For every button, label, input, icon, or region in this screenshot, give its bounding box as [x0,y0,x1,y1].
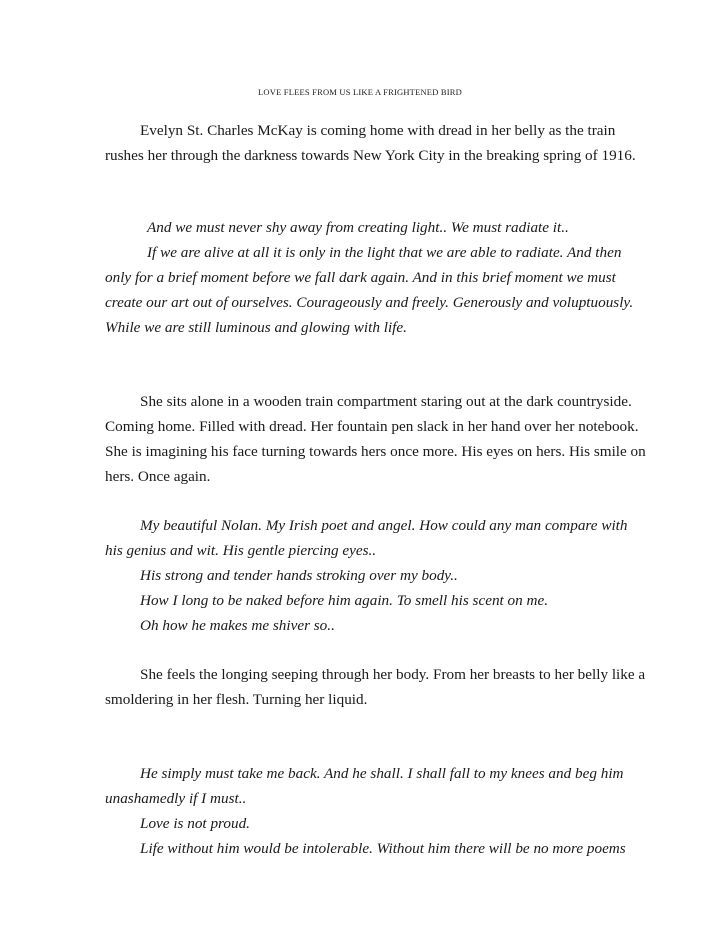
text-line: She feels the longing seeping through her body. From her breasts to her belly like a [140,666,646,683]
text-line: Evelyn St. Charles McKay is coming home with dread in her belly as the train [140,122,616,139]
italic-line: He simply must take me back. And he shall. I shall fall to my knees and beg him [140,765,624,782]
text-line: hers. Once again. [105,468,211,485]
text-line: rushes her through the darkness towards New York City in the breaking spring of 1916. [105,147,636,164]
italic-line: Life without him would be intolerable. Without him there will be no more poems [140,840,626,857]
italic-line: unashamedly if I must.. [105,790,247,807]
running-head: LOVE FLEES FROM US LIKE A FRIGHTENED BIRD [258,87,462,97]
italic-line: Love is not proud. [140,815,250,832]
text-line: She is imagining his face turning towards hers once more. His eyes on hers. His smile on [105,443,646,460]
italic-line: My beautiful Nolan. My Irish poet and angel. How could any man compare with [140,517,628,534]
italic-line: If we are alive at all it is only in the light that we are able to radiate. And then [147,244,622,261]
text-line: Coming home. Filled with dread. Her fountain pen slack in her hand over her notebook. [105,418,639,435]
text-line: smoldering in her flesh. Turning her liquid. [105,691,368,708]
italic-line: While we are still luminous and glowing with life. [105,319,407,336]
italic-line: How I long to be naked before him again. To smell his scent on me. [140,592,549,609]
italic-line: his genius and wit. His gentle piercing eyes.. [105,542,377,559]
text-line: She sits alone in a wooden train compartment staring out at the dark countryside. [140,393,632,410]
italic-line: create our art out of ourselves. Courageously and freely. Generously and voluptuously. [105,294,634,311]
italic-line: only for a brief moment before we fall dark again. And in this brief moment we must [105,269,616,286]
italic-line: Oh how he makes me shiver so.. [140,617,335,634]
italic-line: And we must never shy away from creating light.. We must radiate it.. [147,219,569,236]
italic-line: His strong and tender hands stroking over my body.. [140,567,458,584]
